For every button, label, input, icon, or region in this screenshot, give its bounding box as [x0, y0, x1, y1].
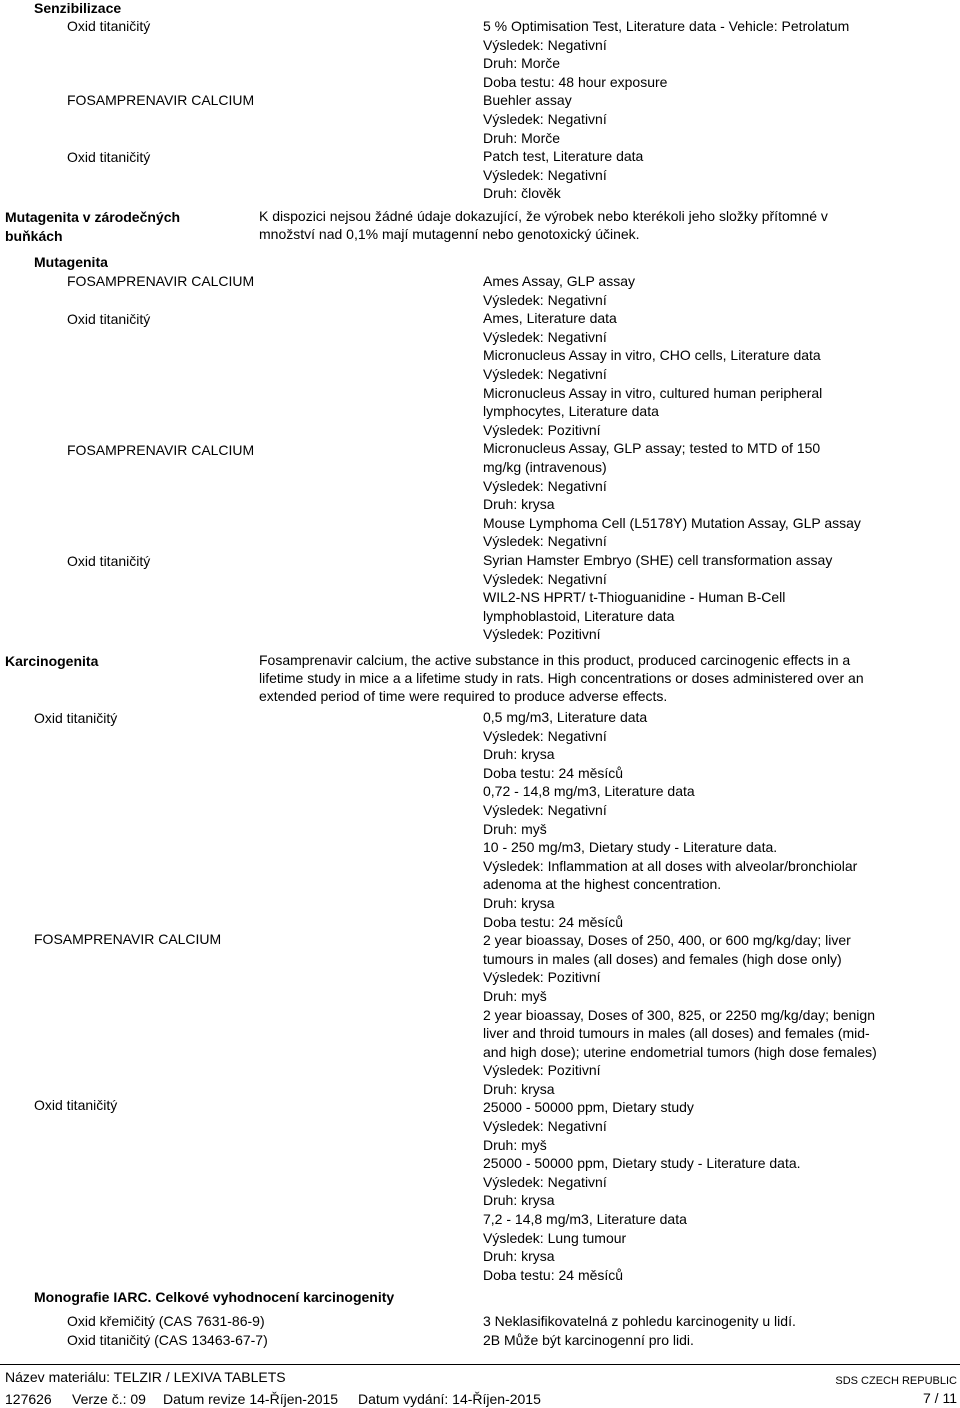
result-line: Výsledek: Negativní — [483, 1118, 607, 1135]
result-line: Výsledek: Negativní — [483, 36, 607, 53]
section-heading-sensitization: Senzibilizace — [34, 0, 122, 16]
footer-issue-date: Datum vydání: 14-Říjen-2015 — [358, 1391, 541, 1407]
result-line: Mouse Lymphoma Cell (L5178Y) Mutation Assay, GLP assay — [483, 514, 861, 531]
result-line: lymphocytes, Literature data — [483, 403, 659, 420]
result-line: liver and throid tumours in males (all doses) and females (mid- — [483, 1025, 870, 1042]
result-line: Výsledek: Negativní — [483, 727, 607, 744]
result-line: Druh: Morče — [483, 129, 561, 146]
result-line: Micronucleus Assay, GLP assay; tested to MTD of 150 — [483, 440, 821, 457]
result-line: Výsledek: Pozitivní — [483, 969, 601, 986]
result-line: Druh: krysa — [483, 746, 555, 763]
result-line: Výsledek: Pozitivní — [483, 626, 601, 643]
result-line: Doba testu: 24 měsíců — [483, 1266, 624, 1283]
carcinogenicity-text: Fosamprenavir calcium, the active substance in this product, produced carcinogenic effects in a — [259, 652, 851, 668]
result-line: Patch test, Literature data — [483, 148, 644, 165]
result-line: Výsledek: Pozitivní — [483, 421, 601, 438]
result-line: and high dose); uterine endometrial tumors (high dose females) — [483, 1043, 877, 1060]
result-line: 7,2 - 14,8 mg/m3, Literature data — [483, 1211, 687, 1228]
result-line: Druh: krysa — [483, 496, 555, 513]
result-line: Doba testu: 24 měsíců — [483, 913, 624, 930]
section-heading-germ-cell: Mutagenita v zárodečných — [5, 209, 181, 225]
result-line: Výsledek: Negativní — [483, 1173, 607, 1190]
result-line: Ames, Literature data — [483, 310, 617, 327]
carcinogenicity-text-line3: extended period of time were required to produce adverse effects. — [259, 688, 668, 704]
result-line: Micronucleus Assay in vitro, cultured human peripheral — [483, 384, 823, 401]
substance-name: FOSAMPRENAVIR CALCIUM — [67, 442, 255, 458]
result-line: Výsledek: Negativní — [483, 570, 607, 587]
result-line: Micronucleus Assay in vitro, CHO cells, Literature data — [483, 347, 821, 364]
footer-page-number: 7 / 11 — [923, 1390, 957, 1406]
sensitization-results — [483, 17, 849, 203]
result-line: 2 year bioassay, Doses of 250, 400, or 600 mg/kg/day; liver — [483, 932, 851, 949]
footer-revision-date: Datum revize 14-Říjen-2015 — [163, 1391, 339, 1407]
result-line: Výsledek: Negativní — [483, 477, 607, 494]
result-line: 0,72 - 14,8 mg/m3, Literature data — [483, 783, 695, 800]
result-line: Výsledek: Negativní — [483, 365, 607, 382]
result-line: Syrian Hamster Embryo (SHE) cell transformation assay — [483, 551, 833, 568]
result-line: 25000 - 50000 ppm, Dietary study - Literature data. — [483, 1155, 801, 1172]
result-line: Výsledek: Negativní — [483, 533, 607, 550]
substance-name: FOSAMPRENAVIR CALCIUM — [67, 273, 255, 289]
result-line: Druh: krysa — [483, 1248, 555, 1265]
section-heading-iarc: Monografie IARC. Celkové vyhodnocení karcinogenity — [34, 1289, 395, 1305]
substance-name: Oxid titaničitý — [67, 149, 151, 165]
section-heading-carcinogenicity: Karcinogenita — [5, 653, 99, 669]
footer-version: Verze č.: 09 — [72, 1391, 146, 1407]
footer-divider — [0, 1364, 960, 1365]
result-line: Druh: myš — [483, 820, 547, 837]
carcinogenicity-text-line2: lifetime study in mice a a lifetime study in rats. High concentrations or doses administered over an — [259, 670, 864, 686]
carcinogenicity-results — [483, 708, 877, 1284]
result-line: Výsledek: Pozitivní — [483, 1062, 601, 1079]
result-line: Doba testu: 24 měsíců — [483, 764, 624, 781]
result-line: mg/kg (intravenous) — [483, 458, 607, 475]
substance-name: Oxid titaničitý — [34, 1097, 118, 1113]
result-line: 2 year bioassay, Doses of 300, 825, or 2250 mg/kg/day; benign — [483, 1006, 875, 1023]
result-line: Druh: myš — [483, 987, 547, 1004]
substance-name: Oxid titaničitý — [67, 18, 151, 34]
result-line: adenoma at the highest concentration. — [483, 876, 722, 893]
result-line: Výsledek: Lung tumour — [483, 1229, 627, 1246]
result-line: Výsledek: Inflammation at all doses with alveolar/bronchiolar — [483, 857, 858, 874]
result-line: lymphoblastoid, Literature data — [483, 607, 675, 624]
result-line: 10 - 250 mg/m3, Dietary study - Literature data. — [483, 839, 778, 856]
result-line: Druh: krysa — [483, 894, 555, 911]
iarc-classification: 2B Může být karcinogenní pro lidi. — [483, 1332, 694, 1348]
section-heading-mutagenicity: Mutagenita — [34, 254, 108, 270]
result-line: Buehler assay — [483, 92, 572, 109]
result-line: Výsledek: Negativní — [483, 328, 607, 345]
footer-sds-region: SDS CZECH REPUBLIC — [835, 1375, 957, 1387]
substance-name: Oxid titaničitý — [67, 553, 151, 569]
iarc-classification: 3 Neklasifikovatelná z pohledu karcinogenity u lidí. — [483, 1313, 796, 1329]
result-line: Doba testu: 48 hour exposure — [483, 73, 668, 90]
result-line: Ames Assay, GLP assay — [483, 273, 635, 289]
result-line: Výsledek: Negativní — [483, 291, 607, 308]
result-line: 25000 - 50000 ppm, Dietary study — [483, 1099, 694, 1116]
section-heading-germ-cell-line2: buňkách — [5, 228, 63, 244]
result-line: Druh: člověk — [483, 185, 561, 202]
result-line: WIL2-NS HPRT/ t-Thioguanidine - Human B-Cell — [483, 589, 786, 606]
germ-cell-text-line2: množství nad 0,1% mají mutagenní nebo genotoxický účinek. — [259, 226, 640, 242]
germ-cell-text: K dispozici nejsou žádné údaje dokazující, že výrobek nebo kterékoli jeho složky přítomné v — [259, 208, 828, 224]
result-line: 5 % Optimisation Test, Literature data - Vehicle: Petrolatum — [483, 18, 850, 34]
result-line: Druh: krysa — [483, 1192, 555, 1209]
result-line: Výsledek: Negativní — [483, 166, 607, 183]
result-line: tumours in males (all doses) and females (high dose only) — [483, 950, 842, 967]
iarc-substance: Oxid titaničitý (CAS 13463-67-7) — [67, 1332, 268, 1348]
result-line: Druh: krysa — [483, 1080, 555, 1097]
footer-id: 127626 — [5, 1391, 52, 1407]
substance-name: Oxid titaničitý — [34, 710, 118, 726]
substance-name: Oxid titaničitý — [67, 311, 151, 327]
footer-material-name: Název materiálu: TELZIR / LEXIVA TABLETS — [5, 1369, 286, 1385]
result-line: Druh: myš — [483, 1136, 547, 1153]
mutagenicity-results — [483, 272, 861, 644]
substance-name: FOSAMPRENAVIR CALCIUM — [67, 92, 255, 108]
result-line: Výsledek: Negativní — [483, 801, 607, 818]
result-line: Výsledek: Negativní — [483, 110, 607, 127]
substance-name: FOSAMPRENAVIR CALCIUM — [34, 931, 222, 947]
iarc-substance: Oxid křemičitý (CAS 7631-86-9) — [67, 1313, 265, 1329]
result-line: 0,5 mg/m3, Literature data — [483, 709, 648, 725]
result-line: Druh: Morče — [483, 55, 561, 72]
